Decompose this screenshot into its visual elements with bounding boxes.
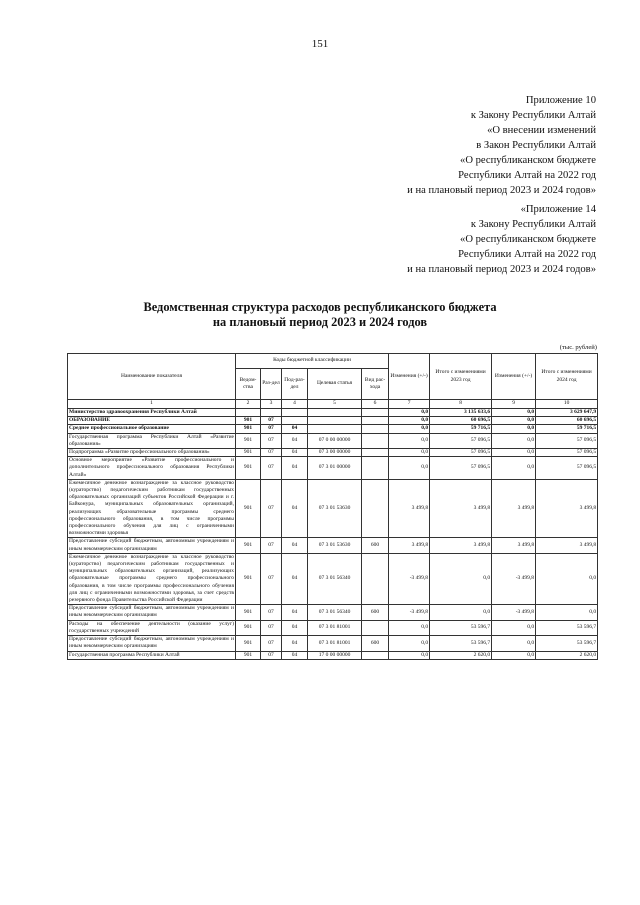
row-change-2023: 0,0	[389, 636, 430, 651]
column-index-row	[68, 400, 598, 409]
budget-table	[67, 353, 598, 660]
row-name: Предоставление субсидий бюджетным, автономным учреждениям и иным некоммерческим организациям	[69, 538, 234, 552]
header-target: Целевая статья	[308, 369, 362, 400]
row-section: 07	[261, 417, 282, 425]
row-change-2024: 0,0	[492, 457, 536, 480]
row-total-2024: 53 596,7	[536, 636, 598, 651]
appendix-line: «О республиканском бюджете	[460, 155, 596, 166]
row-ministry: 901	[236, 620, 261, 635]
appendix-reference-original	[407, 202, 596, 277]
row-total-2023: 3 135 633,6	[430, 409, 492, 417]
row-target	[308, 409, 362, 417]
table-row	[68, 636, 598, 651]
table-row	[68, 479, 598, 538]
row-total-2023: 0,0	[430, 553, 492, 604]
table-row	[68, 433, 598, 448]
appendix-line: «О республиканском бюджете	[460, 234, 596, 245]
document-title	[0, 300, 640, 330]
header-ministry: Ведом-ства	[236, 369, 261, 400]
row-expense-type	[362, 425, 389, 433]
header-change-2024: Изменения (+/-)	[492, 354, 536, 400]
row-change-2024: 3 499,8	[492, 479, 536, 538]
appendix-line: «Приложение 14	[520, 204, 596, 215]
table-row	[68, 425, 598, 433]
row-expense-type	[362, 433, 389, 448]
row-name: Предоставление субсидий бюджетным, автономным учреждениям и иным некоммерческим организациям	[69, 605, 234, 619]
row-total-2023: 3 499,8	[430, 479, 492, 538]
document-title-line: на плановый период 2023 и 2024 годов	[212, 315, 428, 329]
row-target: 07 3 01 56340	[308, 605, 362, 620]
column-index: 10	[536, 400, 598, 409]
row-expense-type: 600	[362, 538, 389, 553]
row-target: 07 3 01 81001	[308, 636, 362, 651]
header-expense-type: Вид рас-хода	[362, 369, 389, 400]
row-name: Министерство здравоохранения Республики Алтай	[68, 409, 236, 417]
appendix-line: и на плановый период 2023 и 2024 годов»	[407, 185, 596, 196]
row-name: Предоставление субсидий бюджетным, автономным учреждениям и иным некоммерческим организациям	[69, 636, 234, 650]
row-target	[308, 417, 362, 425]
row-total-2024: 57 096,5	[536, 433, 598, 448]
row-section: 07	[261, 425, 282, 433]
row-name: Среднее профессиональное образование	[68, 425, 236, 433]
column-index: 5	[308, 400, 362, 409]
row-name: Основное мероприятие «Развитие профессионального и дополнительного профессионального образования Республики Алтай»	[69, 457, 234, 478]
row-total-2024: 0,0	[536, 605, 598, 620]
row-name: Государственная программа Республики Алтай	[68, 651, 236, 659]
row-ministry: 901	[236, 425, 261, 433]
row-section: 07	[261, 605, 282, 620]
row-expense-type	[362, 449, 389, 457]
row-change-2023: 0,0	[389, 433, 430, 448]
row-change-2023: -3 499,8	[389, 553, 430, 604]
table-row	[68, 651, 598, 659]
row-section: 07	[261, 636, 282, 651]
appendix-line: Приложение 10	[525, 95, 596, 106]
row-total-2023: 3 499,8	[430, 538, 492, 553]
row-ministry: 901	[236, 553, 261, 604]
row-total-2023: 0,0	[430, 605, 492, 620]
row-total-2024: 3 499,8	[536, 538, 598, 553]
row-section: 07	[261, 433, 282, 448]
row-change-2024: 3 499,8	[492, 538, 536, 553]
row-subsection: 04	[282, 636, 308, 651]
row-target: 07 0 00 00000	[308, 433, 362, 448]
appendix-line: к Закону Республики Алтай	[470, 110, 596, 121]
row-section: 07	[261, 651, 282, 659]
row-total-2023: 59 716,5	[430, 425, 492, 433]
row-total-2023: 57 096,5	[430, 449, 492, 457]
row-change-2024: -3 499,8	[492, 553, 536, 604]
row-name: Расходы на обеспечение деятельности (оказание услуг) государственных учреждений	[69, 620, 234, 634]
row-change-2024: 0,0	[492, 433, 536, 448]
row-target	[308, 425, 362, 433]
column-index: 3	[261, 400, 282, 409]
row-total-2024: 57 096,5	[536, 449, 598, 457]
row-target: 17 0 00 00000	[308, 651, 362, 659]
appendix-line: Республики Алтай на 2022 год	[458, 249, 596, 260]
row-total-2024: 53 596,7	[536, 620, 598, 635]
row-subsection: 04	[282, 651, 308, 659]
row-total-2024: 2 620,0	[536, 651, 598, 659]
row-expense-type	[362, 417, 389, 425]
appendix-line: к Закону Республики Алтай	[470, 219, 596, 230]
row-target: 07 3 01 53630	[308, 538, 362, 553]
row-target: 07 3 01 56340	[308, 553, 362, 604]
row-subsection: 04	[282, 433, 308, 448]
row-target: 07 3 01 81001	[308, 620, 362, 635]
header-name: Наименование показателя	[68, 354, 236, 400]
header-total-2024: Итого с изменениями 2024 год	[536, 354, 598, 400]
row-section: 07	[261, 553, 282, 604]
row-change-2023: -3 499,8	[389, 605, 430, 620]
row-section: 07	[261, 620, 282, 635]
table-row	[68, 409, 598, 417]
row-change-2023: 0,0	[389, 425, 430, 433]
row-section: 07	[261, 479, 282, 538]
row-subsection: 04	[282, 425, 308, 433]
row-subsection	[282, 417, 308, 425]
table-row	[68, 417, 598, 425]
row-change-2023: 3 499,8	[389, 538, 430, 553]
row-change-2024: 0,0	[492, 425, 536, 433]
row-ministry: 901	[236, 651, 261, 659]
row-expense-type	[362, 479, 389, 538]
row-section: 07	[261, 449, 282, 457]
units-label: (тыс. рублей)	[559, 344, 597, 351]
row-target: 07 3 01 53630	[308, 479, 362, 538]
row-subsection: 04	[282, 479, 308, 538]
appendix-reference-amending	[407, 93, 596, 198]
row-ministry: 901	[236, 479, 261, 538]
header-codes: Коды бюджетной классификации	[236, 354, 389, 369]
document-title-line: Ведомственная структура расходов республиканского бюджета	[143, 300, 497, 314]
row-total-2024: 59 716,5	[536, 425, 598, 433]
row-change-2024: 0,0	[492, 409, 536, 417]
row-total-2023: 57 096,5	[430, 433, 492, 448]
row-expense-type	[362, 651, 389, 659]
header-section: Раз-дел	[261, 369, 282, 400]
row-change-2023: 0,0	[389, 457, 430, 480]
appendix-line: Республики Алтай на 2022 год	[458, 170, 596, 181]
row-section: 07	[261, 457, 282, 480]
row-ministry: 901	[236, 636, 261, 651]
row-total-2024: 60 696,5	[536, 417, 598, 425]
header-change-2023: Изменения (+/-)	[389, 354, 430, 400]
row-ministry: 901	[236, 433, 261, 448]
row-section: 07	[261, 538, 282, 553]
row-expense-type: 600	[362, 636, 389, 651]
appendix-line: в Закон Республики Алтай	[476, 140, 596, 151]
page-number: 151	[311, 38, 329, 50]
row-total-2023: 53 596,7	[430, 636, 492, 651]
row-expense-type	[362, 457, 389, 480]
table-row	[68, 553, 598, 604]
row-ministry: 901	[236, 457, 261, 480]
row-total-2023: 53 596,7	[430, 620, 492, 635]
row-subsection: 04	[282, 457, 308, 480]
row-target: 07 3 00 00000	[308, 449, 362, 457]
row-change-2023: 0,0	[389, 651, 430, 659]
row-name: Подпрограмма «Развитие профессионального образования»	[68, 449, 236, 457]
row-ministry: 901	[236, 538, 261, 553]
row-change-2024: 0,0	[492, 417, 536, 425]
row-total-2024: 3 499,8	[536, 479, 598, 538]
row-ministry: 901	[236, 417, 261, 425]
row-target: 07 3 01 00000	[308, 457, 362, 480]
row-total-2023: 60 696,5	[430, 417, 492, 425]
column-index: 4	[282, 400, 308, 409]
row-change-2024: 0,0	[492, 651, 536, 659]
table-row	[68, 605, 598, 620]
column-index: 6	[362, 400, 389, 409]
row-change-2023: 0,0	[389, 620, 430, 635]
row-change-2024: -3 499,8	[492, 605, 536, 620]
header-total-2023: Итого с изменениями 2023 год	[430, 354, 492, 400]
table-row	[68, 620, 598, 635]
row-expense-type	[362, 409, 389, 417]
table-row	[68, 449, 598, 457]
row-change-2024: 0,0	[492, 620, 536, 635]
row-name: Ежемесячное денежное вознаграждение за классное руководство (кураторство) педагогическим работникам государственных образовательных организаций субъектов Российской Федерации и г. Байконура, муниципальных образовательных организаций, реализующих образовательные программы среднего профессионального образования, в том числе программы профессионального обучения для лиц с ограниченными возможностями здоровья	[69, 479, 234, 537]
row-subsection: 04	[282, 449, 308, 457]
row-name: Государственная программа Республики Алтай «Развитие образования»	[69, 433, 234, 447]
row-total-2024: 3 629 647,9	[536, 409, 598, 417]
row-expense-type	[362, 553, 389, 604]
column-index: 1	[68, 400, 236, 409]
row-expense-type	[362, 620, 389, 635]
appendix-line: и на плановый период 2023 и 2024 годов»	[407, 264, 596, 275]
row-total-2023: 2 620,0	[430, 651, 492, 659]
row-total-2024: 57 096,5	[536, 457, 598, 480]
row-change-2023: 0,0	[389, 449, 430, 457]
row-subsection: 04	[282, 538, 308, 553]
row-subsection	[282, 409, 308, 417]
table-row	[68, 457, 598, 480]
row-subsection: 04	[282, 605, 308, 620]
header-subsection: Под-раз-дел	[282, 369, 308, 400]
row-name: ОБРАЗОВАНИЕ	[68, 417, 236, 425]
row-total-2024: 0,0	[536, 553, 598, 604]
table-row	[68, 538, 598, 553]
row-ministry: 901	[236, 449, 261, 457]
appendix-line: «О внесении изменений	[487, 125, 596, 136]
row-change-2024: 0,0	[492, 636, 536, 651]
column-index: 2	[236, 400, 261, 409]
column-index: 9	[492, 400, 536, 409]
row-change-2023: 0,0	[389, 409, 430, 417]
column-index: 7	[389, 400, 430, 409]
row-change-2024: 0,0	[492, 449, 536, 457]
row-expense-type: 600	[362, 605, 389, 620]
row-section	[261, 409, 282, 417]
row-subsection: 04	[282, 553, 308, 604]
row-change-2023: 0,0	[389, 417, 430, 425]
row-total-2023: 57 096,5	[430, 457, 492, 480]
row-ministry: 901	[236, 605, 261, 620]
row-ministry	[236, 409, 261, 417]
row-change-2023: 3 499,8	[389, 479, 430, 538]
row-name: Ежемесячное денежное вознаграждение за классное руководство (кураторство) педагогическим работникам государственных и муниципальных образовательных организаций, реализующих образовательные программы среднего профессионального образования, в том числе программы профессионального обучения для лиц с ограниченными возможностями здоровья, за счет средств резервного фонда Правительства Российской Федерации	[69, 553, 234, 604]
row-subsection: 04	[282, 620, 308, 635]
column-index: 8	[430, 400, 492, 409]
